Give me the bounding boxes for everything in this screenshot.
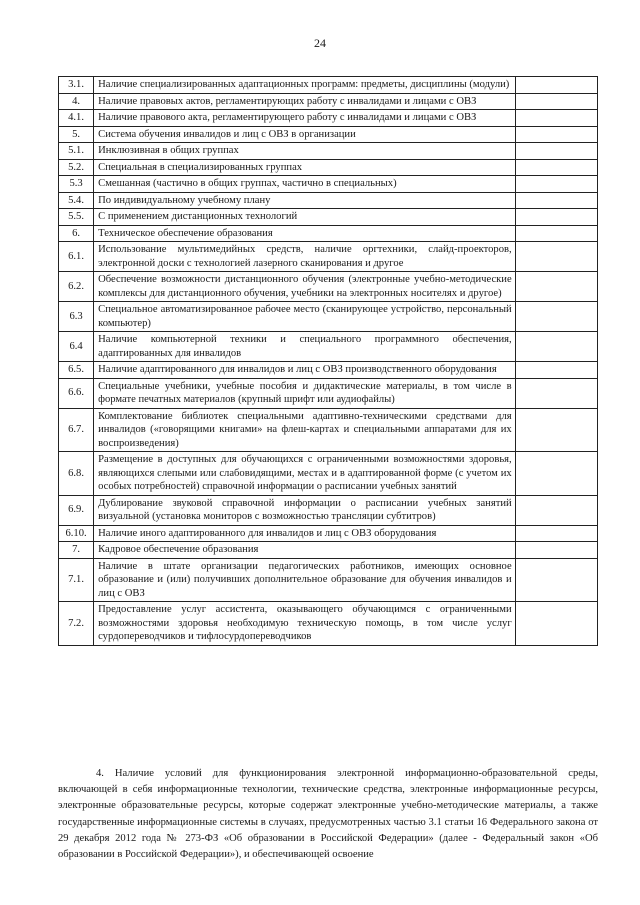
table-row	[59, 408, 598, 452]
row-number: 6.2.	[59, 272, 94, 302]
footer-paragraph: 4. Наличие условий для функционирования электронной информационно-образовательной среды, включающей в себя информационные технологии, технические средства, электронные информационные ресурсы, электронные образовательные ресурсы, которые содержат электронные учебно-методические материалы, а также государственные информационные системы в случаях, предусмотренных частью 3.1 статьи 16 Федерального закона от 29 декабря 2012 года № 273-ФЗ «Об образовании в Российской Федерации» (далее - Федеральный закон «Об образовании в Российской Федерации»), и обеспечивающей освоение	[58, 768, 598, 861]
row-description: Наличие правовых актов, регламентирующих работу с инвалидами и лицами с ОВЗ	[94, 93, 516, 110]
table-row	[59, 272, 598, 302]
row-number: 6.	[59, 225, 94, 242]
row-value-cell	[515, 93, 597, 110]
row-description: Техническое обеспечение образования	[94, 225, 516, 242]
row-description: Кадровое обеспечение образования	[94, 542, 516, 559]
row-description: Инклюзивная в общих группах	[94, 143, 516, 160]
row-value-cell	[515, 602, 597, 646]
row-description: Размещение в доступных для обучающихся с ограниченными возможностями здоровья, являющихся слепыми или слабовидящими, местах и в адаптированной форме (с учетом их особых потребностей) справочной информации о расписании учебных занятий	[94, 452, 516, 496]
row-value-cell	[515, 408, 597, 452]
table-row	[59, 176, 598, 193]
row-value-cell	[515, 272, 597, 302]
row-number: 6.6.	[59, 378, 94, 408]
row-number: 6.8.	[59, 452, 94, 496]
row-value-cell	[515, 542, 597, 559]
row-value-cell	[515, 362, 597, 379]
row-number: 5.	[59, 126, 94, 143]
row-value-cell	[515, 126, 597, 143]
row-value-cell	[515, 332, 597, 362]
row-description: Наличие в штате организации педагогических работников, имеющих основное образование и (или) получивших дополнительное образование для обучения инвалидов и лиц с ОВЗ	[94, 558, 516, 602]
row-value-cell	[515, 143, 597, 160]
table-row	[59, 77, 598, 94]
row-number: 4.	[59, 93, 94, 110]
row-number: 3.1.	[59, 77, 94, 94]
table-row	[59, 495, 598, 525]
row-value-cell	[515, 176, 597, 193]
table-row	[59, 93, 598, 110]
table-row	[59, 542, 598, 559]
row-value-cell	[515, 209, 597, 226]
row-description: Смешанная (частично в общих группах, частично в специальных)	[94, 176, 516, 193]
row-description: Дублирование звуковой справочной информации о расписании учебных занятий визуальной (установка мониторов с возможностью трансляции субтитров)	[94, 495, 516, 525]
table-row	[59, 143, 598, 160]
row-description: Специальная в специализированных группах	[94, 159, 516, 176]
table-row	[59, 242, 598, 272]
row-number: 6.3	[59, 302, 94, 332]
page-number: 24	[314, 36, 326, 50]
row-description: Наличие компьютерной техники и специального программного обеспечения, адаптированных для инвалидов	[94, 332, 516, 362]
row-number: 4.1.	[59, 110, 94, 127]
row-description: Наличие адаптированного для инвалидов и лиц с ОВЗ производственного оборудования	[94, 362, 516, 379]
row-description: Наличие иного адаптированного для инвалидов и лиц с ОВЗ оборудования	[94, 525, 516, 542]
row-number: 6.4	[59, 332, 94, 362]
row-description: Предоставление услуг ассистента, оказывающего обучающимся с ограниченными возможностями здоровья необходимую техническую помощь, в том числе услуг сурдопереводчиков и тифлосурдопереводчиков	[94, 602, 516, 646]
row-number: 5.1.	[59, 143, 94, 160]
row-value-cell	[515, 225, 597, 242]
row-description: Обеспечение возможности дистанционного обучения (электронные учебно-методические комплексы для дистанционного обучения, учебники на электронных носителях и другое)	[94, 272, 516, 302]
row-value-cell	[515, 525, 597, 542]
row-description: Специальные учебники, учебные пособия и дидактические материалы, в том числе в формате печатных материалов (крупный шрифт или аудиофайлы)	[94, 378, 516, 408]
row-value-cell	[515, 495, 597, 525]
table-row	[59, 225, 598, 242]
row-number: 7.1.	[59, 558, 94, 602]
table-row	[59, 452, 598, 496]
row-number: 5.5.	[59, 209, 94, 226]
row-value-cell	[515, 159, 597, 176]
row-number: 6.1.	[59, 242, 94, 272]
row-value-cell	[515, 378, 597, 408]
row-value-cell	[515, 192, 597, 209]
row-description: Комплектование библиотек специальными адаптивно-техническими средствами для инвалидов («говорящими книгами» на флеш-картах и специальными аппаратами для их воспроизведения)	[94, 408, 516, 452]
row-description: С применением дистанционных технологий	[94, 209, 516, 226]
row-value-cell	[515, 452, 597, 496]
table-row	[59, 525, 598, 542]
row-number: 5.4.	[59, 192, 94, 209]
row-number: 6.5.	[59, 362, 94, 379]
row-value-cell	[515, 242, 597, 272]
row-number: 7.2.	[59, 602, 94, 646]
table-row	[59, 332, 598, 362]
row-number: 5.3	[59, 176, 94, 193]
row-value-cell	[515, 110, 597, 127]
row-description: По индивидуальному учебному плану	[94, 192, 516, 209]
row-value-cell	[515, 302, 597, 332]
table-row	[59, 209, 598, 226]
row-description: Наличие специализированных адаптационных программ: предметы, дисциплины (модули)	[94, 77, 516, 94]
table-row	[59, 192, 598, 209]
row-description: Система обучения инвалидов и лиц с ОВЗ в организации	[94, 126, 516, 143]
row-number: 6.7.	[59, 408, 94, 452]
accessibility-table	[58, 76, 598, 646]
table-row	[59, 110, 598, 127]
row-description: Использование мультимедийных средств, наличие оргтехники, слайд-проекторов, электронной доски с технологией лазерного сканирования и другое	[94, 242, 516, 272]
table-row	[59, 378, 598, 408]
row-number: 7.	[59, 542, 94, 559]
row-number: 5.2.	[59, 159, 94, 176]
row-value-cell	[515, 77, 597, 94]
row-description: Наличие правового акта, регламентирующего работу с инвалидами и лицами с ОВЗ	[94, 110, 516, 127]
table-row	[59, 558, 598, 602]
table-row	[59, 126, 598, 143]
row-number: 6.9.	[59, 495, 94, 525]
row-number: 6.10.	[59, 525, 94, 542]
table-body	[59, 77, 598, 646]
table-row	[59, 362, 598, 379]
row-description: Специальное автоматизированное рабочее место (сканирующее устройство, персональный компьютер)	[94, 302, 516, 332]
row-value-cell	[515, 558, 597, 602]
table-row	[59, 159, 598, 176]
table-row	[59, 302, 598, 332]
table-row	[59, 602, 598, 646]
